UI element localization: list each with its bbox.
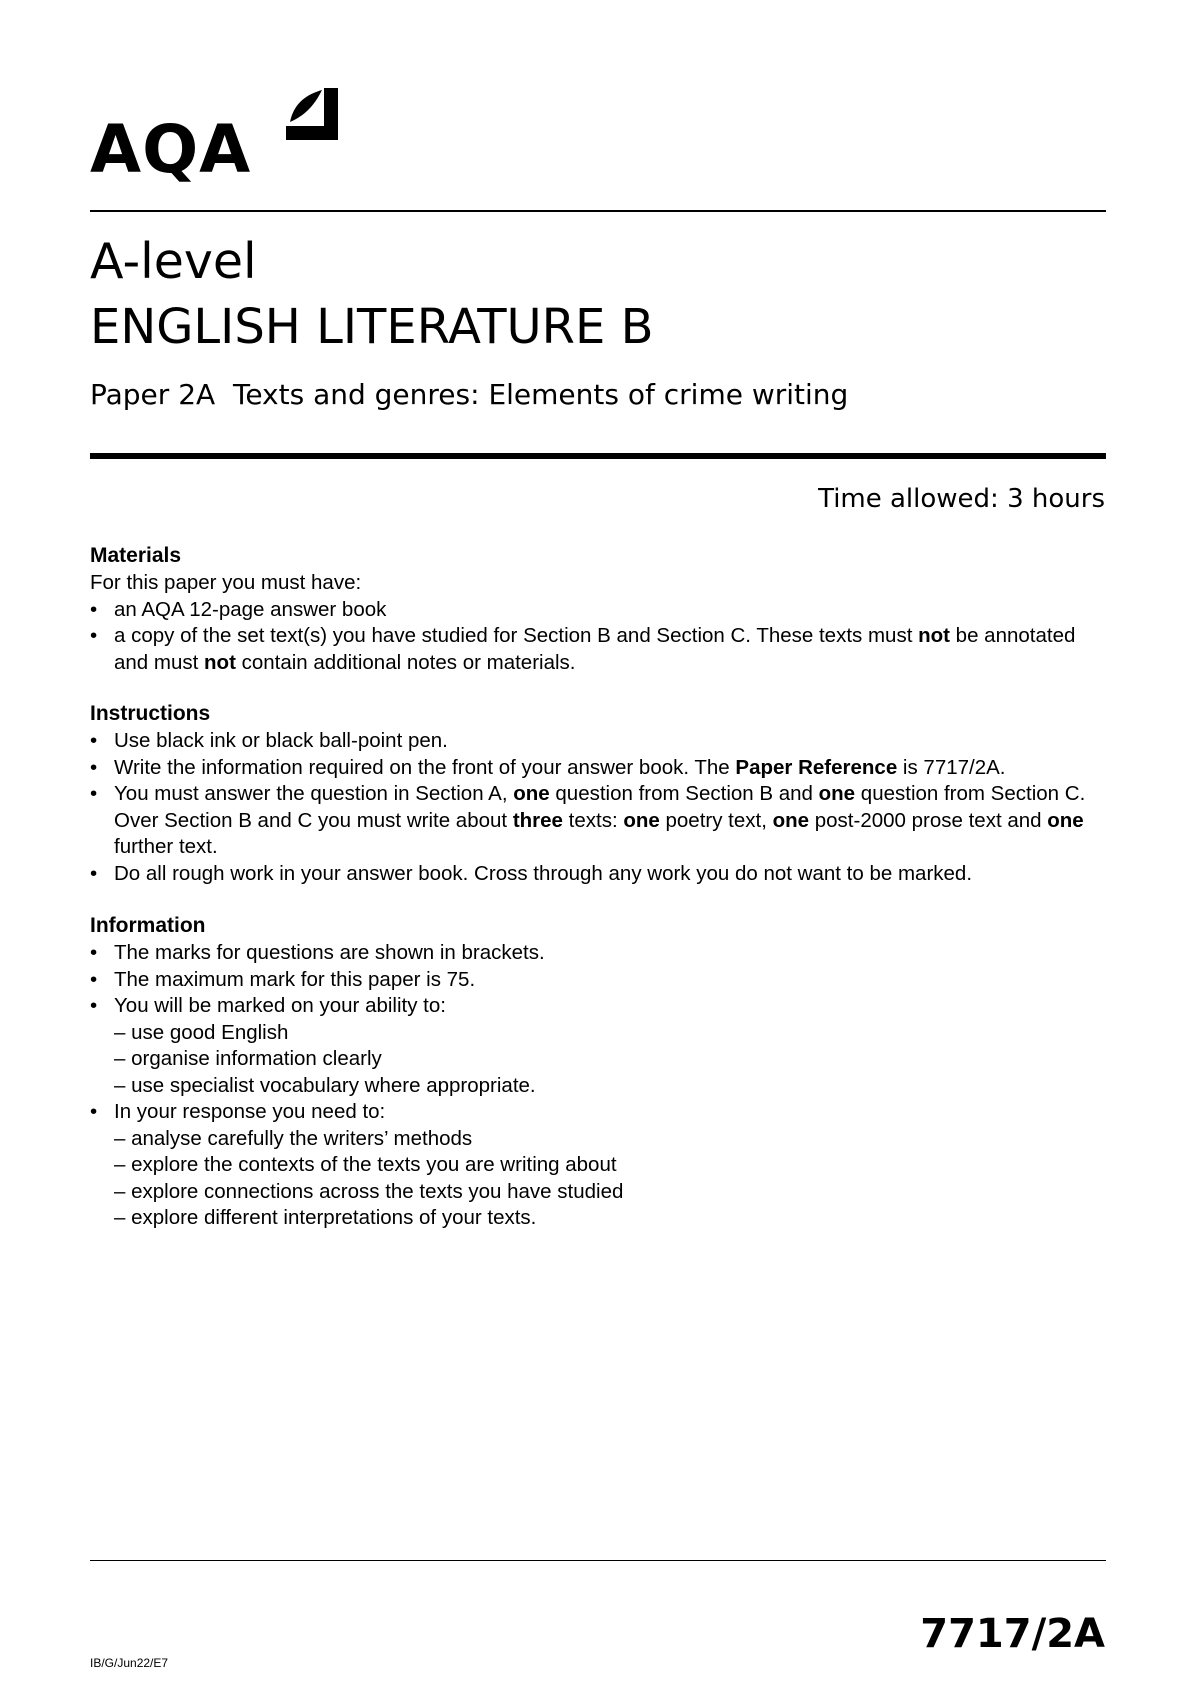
sub-list-item: – use specialist vocabulary where appropriate. — [114, 1073, 536, 1097]
list-item: • Use black ink or black ball-point pen. — [90, 728, 1110, 755]
instructions-heading: Instructions — [90, 702, 211, 725]
time-allowed: Time allowed: 3 hours — [818, 484, 1105, 514]
information-section — [90, 912, 1110, 1232]
list-item: • In your response you need to: — [90, 1099, 1110, 1126]
sub-list-item: – explore the contexts of the texts you are writing about — [114, 1153, 617, 1176]
list-item: • You will be marked on your ability to: — [90, 993, 1110, 1020]
qualification-level: A-level — [90, 233, 257, 290]
sub-list-item: – analyse carefully the writers’ methods — [114, 1126, 473, 1150]
sub-list-item: – organise information clearly — [114, 1047, 382, 1070]
information-list — [90, 940, 1110, 1232]
subject-title: ENGLISH LITERATURE B — [90, 299, 654, 355]
list-item: • a copy of the set text(s) you have studied for Section B and Section C. These texts must not be annotated and must not contain additional notes or materials. — [90, 623, 1110, 676]
sub-list-item: – explore connections across the texts you have studied — [114, 1179, 624, 1203]
logo-text: AQA — [90, 111, 252, 188]
list-item: • The maximum mark for this paper is 75. — [90, 967, 1110, 994]
list-item: • Do all rough work in your answer book. Cross through any work you do not want to be marked. — [90, 861, 1110, 888]
footer-rule — [90, 1560, 1106, 1561]
sub-list-item: – use good English — [114, 1020, 289, 1044]
materials-section — [90, 542, 1110, 676]
paper-title: Paper 2A Texts and genres: Elements of crime writing — [90, 378, 849, 411]
list-item: • The marks for questions are shown in brackets. — [90, 940, 1110, 967]
instructions-list — [90, 728, 1110, 887]
list-item: • You must answer the question in Section A, one question from Section B and one question from Section C. Over Section B and C you must write about three texts: one poetry text, one post-2000 prose text and one further text. — [90, 781, 1110, 861]
footer-reference: IB/G/Jun22/E7 — [90, 1656, 169, 1670]
header-rule-bottom — [90, 453, 1106, 459]
materials-heading: Materials — [90, 544, 182, 567]
instructions-section — [90, 700, 1110, 887]
information-heading: Information — [90, 914, 206, 937]
sub-list-item: – explore different interpretations of your texts. — [114, 1206, 537, 1229]
header-rule-top — [90, 210, 1106, 212]
materials-list — [90, 597, 1110, 677]
list-item: • an AQA 12-page answer book — [90, 597, 1110, 624]
list-item: • Write the information required on the front of your answer book. The Paper Reference is 7717/2A. — [90, 755, 1110, 782]
aqa-logo — [90, 88, 252, 188]
paper-code: 7717/2A — [920, 1611, 1105, 1657]
materials-intro: For this paper you must have: — [90, 571, 362, 594]
aqa-leaf-mark-icon — [282, 86, 342, 146]
